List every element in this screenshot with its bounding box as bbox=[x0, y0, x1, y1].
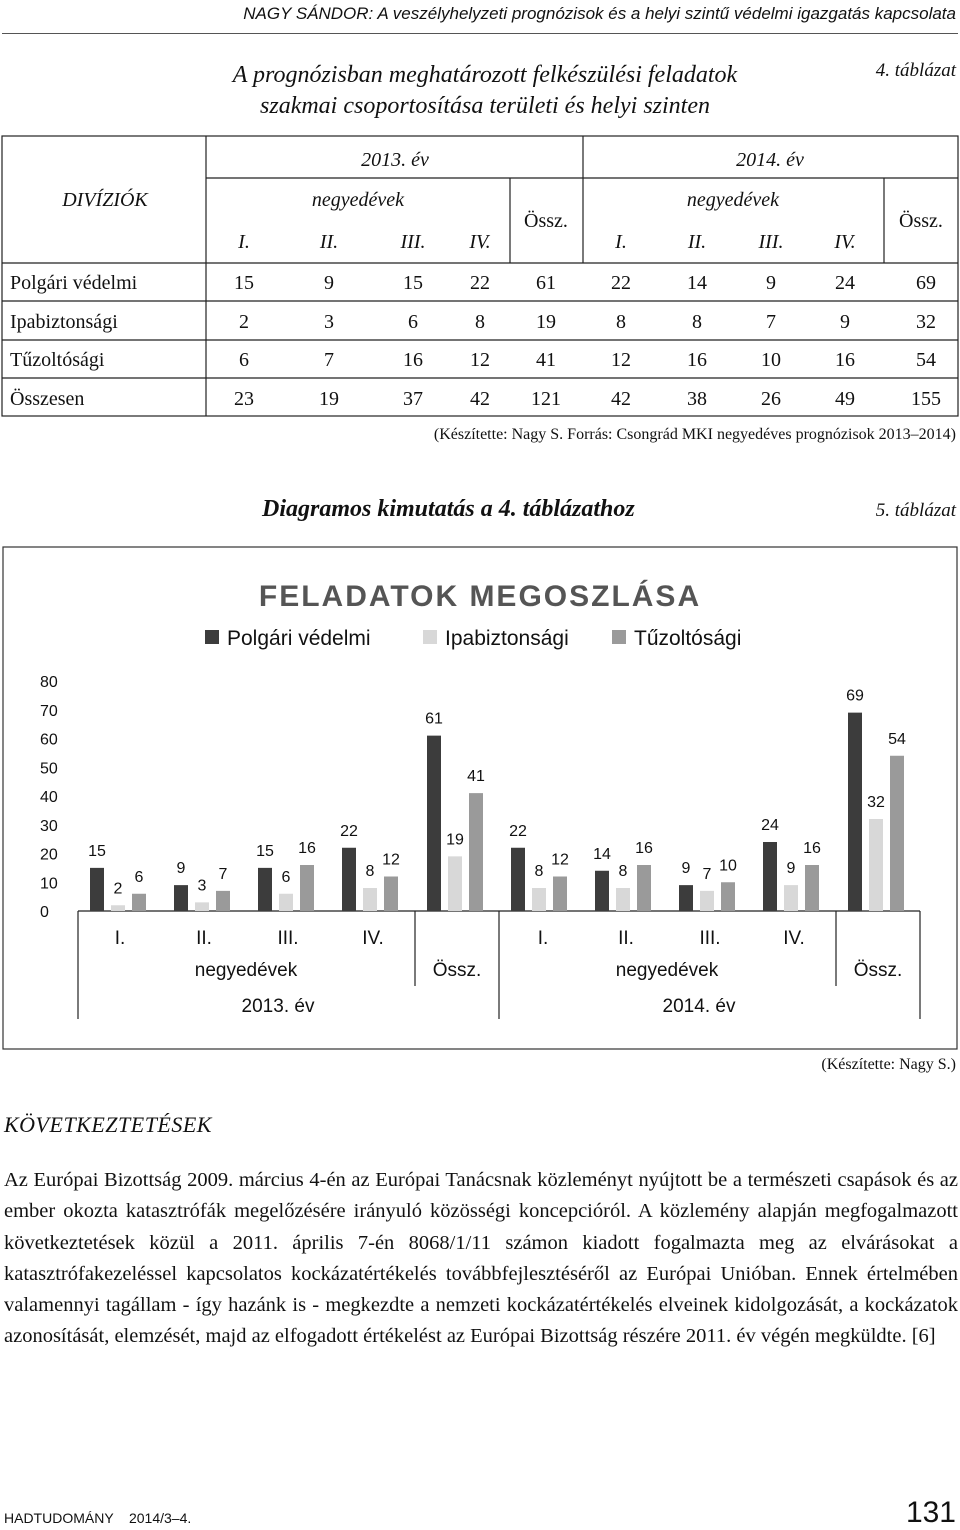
bar-value-label: 19 bbox=[446, 831, 464, 849]
x-year-label: 2013. év bbox=[241, 996, 315, 1017]
table4 bbox=[0, 0, 960, 430]
bar bbox=[258, 868, 272, 911]
bar-value-label: 32 bbox=[867, 794, 885, 811]
bar bbox=[700, 891, 714, 911]
bar bbox=[532, 888, 546, 911]
table4-cell: 9 bbox=[324, 272, 334, 294]
bar-value-label: 41 bbox=[467, 768, 485, 786]
y-tick-label: 70 bbox=[40, 702, 58, 720]
bar-value-label: 7 bbox=[702, 865, 712, 883]
conclusions-heading: KÖVETKEZTETÉSEK bbox=[4, 1112, 212, 1137]
table4-cell: 2 bbox=[239, 311, 249, 333]
bar-value-label: 9 bbox=[176, 860, 186, 878]
x-group-label: negyedévek bbox=[194, 960, 298, 981]
table4-cell: 61 bbox=[536, 272, 556, 294]
bar-value-label: 16 bbox=[803, 840, 821, 857]
bar bbox=[616, 888, 630, 911]
table4-source: (Készítette: Nagy S. Forrás: Csongrád MKI negyedéves prognózisok 2013–2014) bbox=[433, 426, 956, 443]
bar-value-label: 54 bbox=[888, 730, 906, 748]
bar bbox=[553, 877, 567, 912]
year1-header: 2013. év bbox=[361, 149, 429, 171]
y-tick-label: 60 bbox=[40, 731, 58, 749]
bar bbox=[216, 891, 230, 911]
quarter-labels bbox=[237, 231, 856, 253]
table4-cell: 19 bbox=[536, 311, 556, 333]
table4-cell: 42 bbox=[470, 388, 490, 410]
table4-cell: 54 bbox=[916, 349, 936, 371]
bar-chart bbox=[0, 546, 960, 1051]
y-tick-label: 0 bbox=[40, 904, 49, 921]
table4-row-label: Tűzoltósági bbox=[10, 349, 105, 371]
bar bbox=[869, 819, 883, 911]
legend-swatch bbox=[205, 630, 219, 644]
y-tick-label: 20 bbox=[40, 846, 58, 864]
bar-value-label: 10 bbox=[719, 857, 737, 875]
footer-page-number: 131 bbox=[905, 1496, 956, 1529]
bar-value-label: 22 bbox=[509, 822, 527, 840]
footer-journal: HADTUDOMÁNY 2014/3–4. bbox=[4, 1510, 192, 1526]
y-tick-label: 10 bbox=[40, 875, 58, 893]
table4-cell: 22 bbox=[470, 272, 490, 294]
x-category-label: I. bbox=[114, 928, 126, 949]
table4-body bbox=[10, 272, 941, 410]
legend-swatch bbox=[423, 630, 437, 644]
total-header-2013: Össz. bbox=[524, 210, 568, 232]
table4-cell: 9 bbox=[766, 272, 776, 294]
table4-row-label: Összesen bbox=[10, 388, 85, 410]
bar-value-label: 16 bbox=[635, 840, 653, 857]
bar bbox=[90, 868, 104, 911]
table4-cell: 12 bbox=[470, 349, 490, 371]
x-group-label: Össz. bbox=[432, 960, 482, 981]
x-group-label: Össz. bbox=[853, 960, 903, 981]
table5-title: Diagramos kimutatás a 4. táblázathoz bbox=[262, 496, 635, 522]
bar-value-label: 12 bbox=[382, 851, 400, 869]
x-category-label: IV. bbox=[362, 928, 384, 949]
quarter-label: I. bbox=[615, 231, 627, 253]
table4-cell: 8 bbox=[692, 311, 702, 333]
bar-value-label: 6 bbox=[134, 868, 144, 886]
x-group-label: negyedévek bbox=[615, 960, 719, 981]
table4-cell: 37 bbox=[403, 388, 423, 410]
bar-value-label: 7 bbox=[218, 865, 228, 883]
table4-cell: 22 bbox=[611, 272, 631, 294]
bar-value-label: 14 bbox=[593, 845, 611, 863]
x-category-label: II. bbox=[618, 928, 634, 949]
bar bbox=[890, 756, 904, 911]
table5-number: 5. táblázat bbox=[875, 500, 956, 521]
legend-swatch bbox=[612, 630, 626, 644]
table4-cell: 42 bbox=[611, 388, 631, 410]
year2-header: 2014. év bbox=[736, 149, 804, 171]
bar bbox=[511, 848, 525, 911]
x-year-label: 2014. év bbox=[662, 996, 736, 1017]
table4-cell: 155 bbox=[911, 388, 941, 410]
chart-legend bbox=[205, 627, 741, 650]
bar-value-label: 3 bbox=[197, 877, 207, 895]
table4-cell: 121 bbox=[531, 388, 561, 410]
bar-value-label: 9 bbox=[681, 860, 691, 878]
quarter-label: III. bbox=[400, 231, 426, 253]
bar bbox=[427, 736, 441, 911]
bar-value-label: 8 bbox=[534, 863, 544, 880]
quarter-label: IV. bbox=[834, 231, 856, 253]
running-header: NAGY SÁNDOR: A veszélyhelyzeti prognózisok és a helyi szintű védelmi igazgatás kapcsolata bbox=[243, 4, 956, 23]
quarter-label: II. bbox=[319, 231, 339, 253]
table4-cell: 6 bbox=[239, 349, 249, 371]
bar bbox=[679, 885, 693, 911]
table4-cell: 7 bbox=[324, 349, 334, 371]
table4-cell: 16 bbox=[835, 349, 855, 371]
quarter-label: III. bbox=[758, 231, 784, 253]
table4-cell: 3 bbox=[324, 311, 334, 333]
table4-row-label: Ipabiztonsági bbox=[10, 311, 118, 333]
bar bbox=[763, 842, 777, 911]
bar bbox=[448, 856, 462, 911]
chart-source: (Készítette: Nagy S.) bbox=[821, 1056, 956, 1073]
bar bbox=[300, 865, 314, 911]
table4-cell: 14 bbox=[687, 272, 707, 294]
table4-cell: 6 bbox=[408, 311, 418, 333]
table4-title-line1: A prognózisban meghatározott felkészülési feladatok bbox=[232, 62, 738, 88]
bar-value-label: 16 bbox=[298, 840, 316, 857]
bar bbox=[342, 848, 356, 911]
x-category-label: III. bbox=[699, 928, 721, 949]
bar bbox=[279, 894, 293, 911]
legend-label: Ipabiztonsági bbox=[445, 627, 569, 650]
legend-label: Tűzoltósági bbox=[634, 627, 742, 650]
bar bbox=[721, 882, 735, 911]
table4-cell: 7 bbox=[766, 311, 776, 333]
bar bbox=[111, 905, 125, 911]
conclusions-body: Az Európai Bizottság 2009. március 4-én az Európai Tanácsnak közleményt nyújtott be a természeti csapások és az ember okozta katasztrófák megelőzésére irányuló közösségi koncepcióról. A közlemény alapján megfogalmazott következtetések közül a 2011. április 7-én 8068/1/11 számon kiadott fogalmazta meg az elvárásokat a katasztrófakezeléssel kapcsolatos kockázatértékelés továbbfejlesztéséről az Európai Unióban. Ennek értelmében valamennyi tagállam - így hazánk is - megkezdte a nemzeti kockázatértékelés elveinek kidolgozását, a kockázatok azonosítását, elemzését, majd az elfogadott értékelést az Európai Bizottság részére 2011. év végén megküldte. [6] bbox=[4, 1169, 958, 1348]
bar bbox=[384, 877, 398, 912]
bar bbox=[595, 871, 609, 911]
table4-cell: 69 bbox=[916, 272, 936, 294]
bar bbox=[174, 885, 188, 911]
table4-cell: 16 bbox=[403, 349, 423, 371]
bar bbox=[195, 902, 209, 911]
bar-value-label: 22 bbox=[340, 822, 358, 840]
legend-label: Polgári védelmi bbox=[227, 627, 371, 650]
quarter-label: IV. bbox=[469, 231, 491, 253]
table4-cell: 38 bbox=[687, 388, 707, 410]
x-category-label: IV. bbox=[783, 928, 805, 949]
quarters-header-2014: negyedévek bbox=[686, 189, 780, 211]
bar bbox=[805, 865, 819, 911]
quarter-label: II. bbox=[687, 231, 707, 253]
y-tick-label: 40 bbox=[40, 789, 58, 806]
y-tick-label: 50 bbox=[40, 760, 58, 778]
table4-cell: 23 bbox=[234, 388, 254, 410]
table4-cell: 32 bbox=[916, 311, 936, 333]
table4-cell: 9 bbox=[840, 311, 850, 333]
table4-cell: 41 bbox=[536, 349, 556, 371]
table4-cell: 15 bbox=[234, 272, 254, 294]
table4-cell: 8 bbox=[475, 311, 485, 333]
bar-value-label: 6 bbox=[281, 868, 291, 886]
bar bbox=[784, 885, 798, 911]
bar-value-label: 12 bbox=[551, 851, 569, 869]
quarters-header-2013: negyedévek bbox=[311, 189, 405, 211]
table4-cell: 15 bbox=[403, 272, 423, 294]
x-category-label: III. bbox=[277, 928, 299, 949]
table4-cell: 12 bbox=[611, 349, 631, 371]
bar-value-label: 61 bbox=[425, 710, 443, 728]
table4-cell: 8 bbox=[616, 311, 626, 333]
bar-value-label: 15 bbox=[256, 842, 274, 860]
bar-value-label: 2 bbox=[113, 880, 123, 898]
table4-title-line2: szakmai csoportosítása területi és helyi szinten bbox=[260, 93, 710, 119]
bar-value-label: 8 bbox=[618, 863, 628, 880]
bar bbox=[469, 793, 483, 911]
bar bbox=[363, 888, 377, 911]
bar bbox=[848, 713, 862, 911]
y-axis bbox=[40, 674, 58, 921]
bar-value-label: 15 bbox=[88, 842, 106, 860]
total-header-2014: Össz. bbox=[899, 210, 943, 232]
table4-cell: 24 bbox=[835, 272, 855, 294]
chart-title: FELADATOK MEGOSZLÁSA bbox=[258, 580, 702, 613]
table4-cell: 16 bbox=[687, 349, 707, 371]
bar-value-label: 9 bbox=[786, 860, 796, 878]
table4-cell: 26 bbox=[761, 388, 781, 410]
y-tick-label: 30 bbox=[40, 817, 58, 835]
quarter-label: I. bbox=[238, 231, 250, 253]
table4-cell: 19 bbox=[319, 388, 339, 410]
x-category-label: I. bbox=[537, 928, 549, 949]
bar-value-label: 24 bbox=[761, 817, 779, 834]
bar-value-label: 8 bbox=[365, 863, 375, 880]
table4-row-label: Polgári védelmi bbox=[10, 272, 138, 294]
bar bbox=[132, 894, 146, 911]
row-header: DIVÍZIÓK bbox=[62, 189, 148, 211]
y-tick-label: 80 bbox=[40, 674, 58, 691]
bar-value-label: 69 bbox=[846, 687, 864, 705]
table4-number: 4. táblázat bbox=[875, 60, 956, 81]
bar bbox=[637, 865, 651, 911]
table4-cell: 49 bbox=[835, 388, 855, 410]
x-category-label: II. bbox=[196, 928, 212, 949]
table4-cell: 10 bbox=[761, 349, 781, 371]
